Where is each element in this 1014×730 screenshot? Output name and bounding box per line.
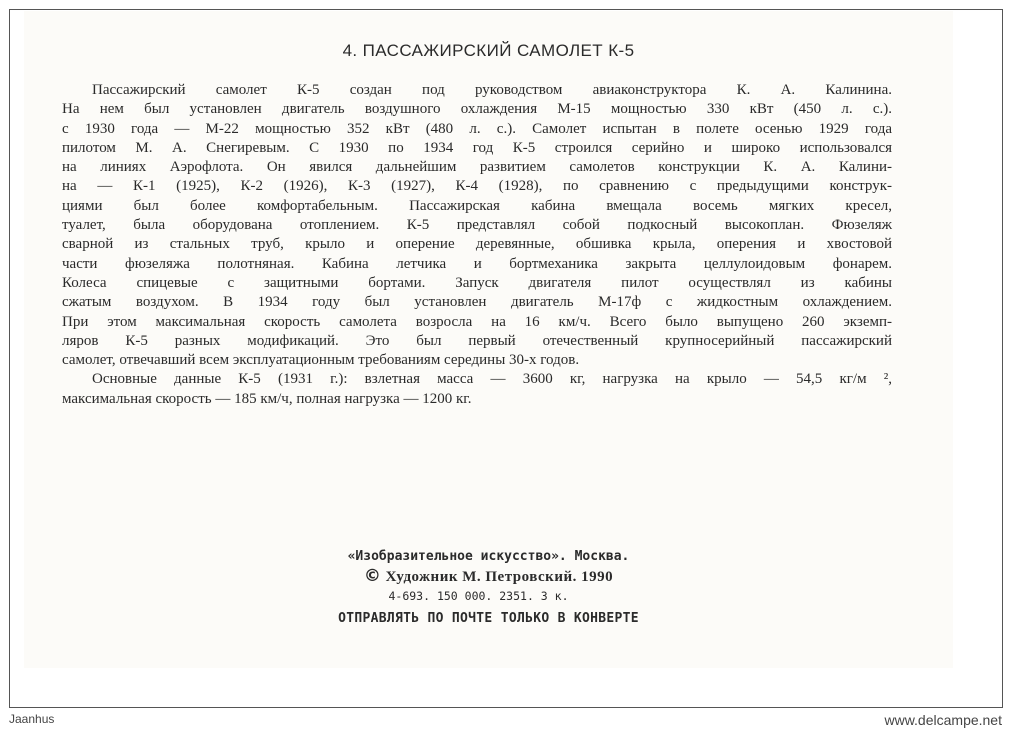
text-line: с 1930 года — М-22 мощностью 352 кВт (480 л. с.). Самолет испытан в полете осенью 1929 года (62, 120, 892, 137)
print-info: 4-693. 150 000. 2351. 3 к. (388, 589, 569, 603)
text-line: циями был более комфортабельным. Пассажирская кабина вмещала восемь мягких кресел, (62, 197, 892, 214)
text-line: Колеса спицевые с защитными бортами. Запуск двигателя пилот осуществлял из кабины (62, 274, 892, 291)
text-line: Пассажирский самолет К-5 создан под руководством авиаконструктора К. А. Калинина. (92, 82, 892, 98)
text-line: пилотом М. А. Снегиревым. С 1930 по 1934 год К-5 строился серийно и широко использовался (62, 139, 892, 156)
watermark-left: Jaanhus (9, 712, 55, 726)
artist-credit (24, 566, 953, 586)
artist-credit-text: Художник М. Петровский. 1990 (385, 569, 614, 585)
text-line: туалет, была оборудована отоплением. К-5 представлял собой подкосный высокоплан. Фюзеляж (62, 217, 892, 234)
text-line: При этом максимальная скорость самолета возросла на 16 км/ч. Всего было выпущено 260 экземп- (62, 313, 892, 330)
text-line: на — К-1 (1925), К-2 (1926), К-3 (1927), К-4 (1928), по сравнению с предыдущими конструк- (62, 178, 892, 195)
copyright-icon: © (363, 566, 382, 586)
text-line: ляров К-5 разных модификаций. Это был первый отечественный крупносерийный пассажирский (62, 332, 892, 349)
text-line: сварной из стальных труб, крыло и оперение деревянные, обшивка крыла, оперения и хвостовой (62, 236, 892, 253)
description-text (62, 81, 892, 409)
text-line: сжатым воздухом. В 1934 году был установлен двигатель М-17ф с жидкостным охлаждением. (62, 294, 892, 311)
text-line: На нем был установлен двигатель воздушного охлаждения М-15 мощностью 330 кВт (450 л. с.). (62, 101, 892, 118)
publisher-line: «Изобразительное искусство». Москва. (347, 549, 630, 564)
mailing-notice: ОТПРАВЛЯТЬ ПО ПОЧТЕ ТОЛЬКО В КОНВЕРТЕ (338, 611, 639, 626)
text-line: Основные данные К-5 (1931 г.): взлетная масса — 3600 кг, нагрузка на крыло — 54,5 кг/м ², (92, 371, 892, 388)
page-title: 4. ПАССАЖИРСКИЙ САМОЛЕТ К-5 (342, 41, 635, 60)
postcard-frame (9, 9, 1003, 708)
text-line: части фюзеляжа полотняная. Кабина летчика и бортмеханика закрыта целлулоидовым фонарем. (62, 255, 892, 272)
text-line: на линиях Аэрофлота. Он явился дальнейшим развитием самолетов конструкции К. А. Калини- (62, 159, 892, 176)
text-line: максимальная скорость — 185 км/ч, полная нагрузка — 1200 кг. (62, 390, 472, 407)
postcard-back (24, 11, 953, 668)
watermark-right: www.delcampe.net (884, 712, 1002, 728)
text-line: самолет, отвечавший всем эксплуатационным требованиям середины 30-х годов. (62, 352, 580, 369)
